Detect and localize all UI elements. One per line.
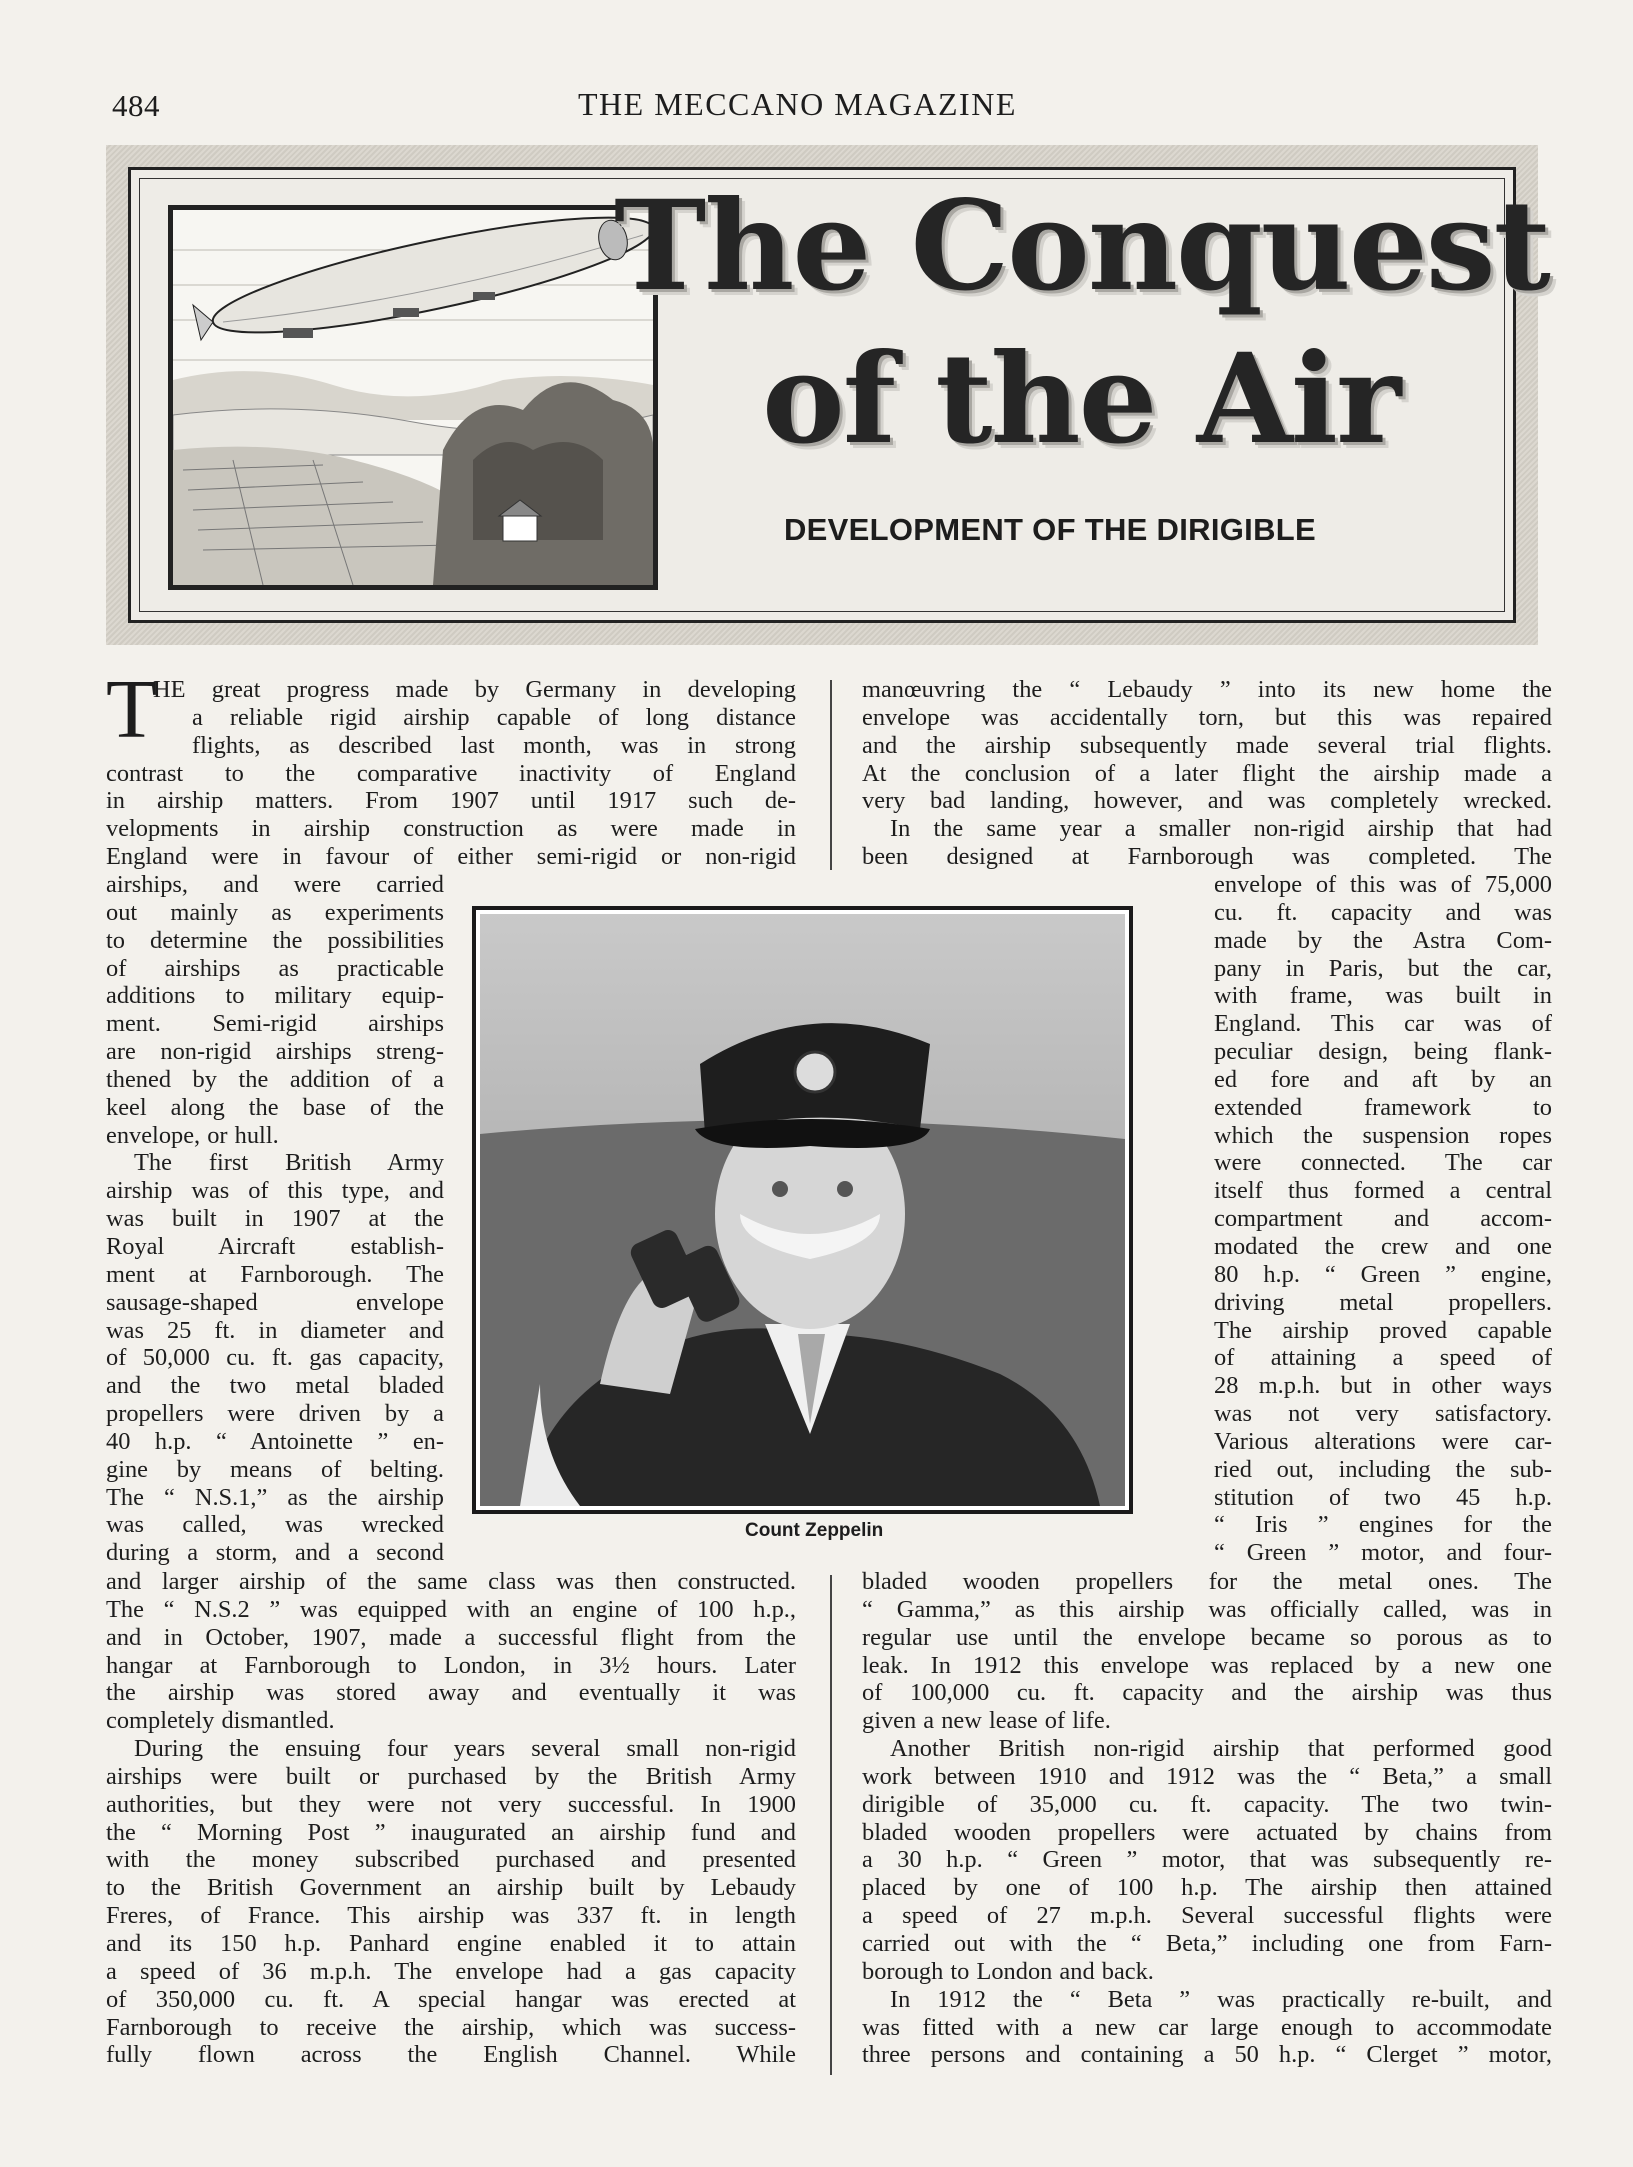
text-line: extended framework to — [1214, 1093, 1552, 1121]
text-line: a reliable rigid airship capable of long distance — [192, 703, 796, 731]
text-line: completely dismantled. — [106, 1707, 335, 1735]
text-line: bladed wooden propellers were actuated by chains from — [862, 1818, 1552, 1846]
text-line: a speed of 27 m.p.h. Several successful flights were — [862, 1902, 1552, 1930]
text-line: pany in Paris, but the car, — [1214, 954, 1552, 982]
text-line: to determine the possibilities — [106, 926, 444, 954]
text-line: hangar at Farnborough to London, in 3½ hours. Later — [106, 1651, 796, 1679]
text-line: driving metal propellers. — [1214, 1288, 1552, 1316]
text-line: were connected. The car — [1214, 1149, 1552, 1177]
text-line: work between 1910 and 1912 was the “ Beta,” a small — [862, 1762, 1552, 1790]
text-line: given a new lease of life. — [862, 1707, 1111, 1735]
text-line: which the suspension ropes — [1214, 1121, 1552, 1149]
text-line: additions to military equip- — [106, 982, 444, 1010]
text-line: in airship matters. From 1907 until 1917 such de- — [106, 787, 796, 815]
text-line: envelope of this was of 75,000 — [1214, 871, 1552, 898]
photo-caption: Count Zeppelin — [745, 1520, 884, 1541]
text-line: Various alterations were car- — [1214, 1427, 1552, 1455]
text-line: envelope was accidentally torn, but this was repaired — [862, 703, 1552, 731]
text-line: “ Gamma,” as this airship was officially called, was in — [862, 1595, 1552, 1623]
count-zeppelin-photo — [472, 906, 1133, 1514]
text-line: “ Iris ” engines for the — [1214, 1511, 1552, 1539]
text-line: very bad landing, however, and was completely wrecked. — [862, 787, 1552, 815]
text-line: of 100,000 cu. ft. capacity and the airship was thus — [862, 1679, 1552, 1707]
text-line: cu. ft. capacity and was — [1214, 898, 1552, 926]
text-line: three persons and containing a 50 h.p. “ Clerget ” motor, — [862, 2041, 1552, 2069]
text-line: placed by one of 100 h.p. The airship then attained — [862, 1874, 1552, 1902]
right-column-lower — [862, 1568, 1552, 2069]
text-line: of attaining a speed of — [1214, 1344, 1552, 1372]
text-line: compartment and accom- — [1214, 1205, 1552, 1233]
column-divider — [830, 680, 832, 870]
text-line: During the ensuing four years several small non-rigid — [134, 1735, 796, 1763]
magazine-title: THE MECCANO MAGAZINE — [578, 86, 1017, 122]
text-line: In the same year a smaller non-rigid airship that had — [890, 815, 1552, 843]
text-line: airships, and were carried — [106, 871, 444, 898]
text-line: to the British Government an airship built by Lebaudy — [106, 1874, 796, 1902]
text-line: bladed wooden propellers for the metal ones. The — [862, 1568, 1552, 1595]
text-line: a 30 h.p. “ Green ” motor, that was subsequently re- — [862, 1846, 1552, 1874]
text-line: England. This car was of — [1214, 1010, 1552, 1038]
text-line: Royal Aircraft establish- — [106, 1232, 444, 1260]
text-line: “ Green ” motor, and four- — [1214, 1539, 1552, 1567]
text-line: of 350,000 cu. ft. A special hangar was erected at — [106, 1985, 796, 2013]
text-line: thened by the addition of a — [106, 1065, 444, 1093]
right-column-intro — [862, 676, 1552, 871]
text-line: and the airship subsequently made several trial flights. — [862, 731, 1552, 759]
text-line: during a storm, and a second — [106, 1539, 444, 1567]
text-line: was not very satisfactory. — [1214, 1400, 1552, 1428]
subheadline: DEVELOPMENT OF THE DIRIGIBLE — [784, 512, 1316, 547]
left-column-intro — [106, 676, 796, 871]
text-line: sausage-shaped envelope — [106, 1288, 444, 1316]
text-line: borough to London and back. — [862, 1957, 1154, 1985]
text-line: leak. In 1912 this envelope was replaced by a new one — [862, 1651, 1552, 1679]
text-line: are non-rigid airships streng- — [106, 1038, 444, 1066]
text-line: and its 150 h.p. Panhard engine enabled it to attain — [106, 1929, 796, 1957]
text-line: dirigible of 35,000 cu. ft. capacity. The two twin- — [862, 1790, 1552, 1818]
text-line: fully flown across the English Channel. While — [106, 2041, 796, 2069]
text-line: regular use until the envelope became so porous as to — [862, 1623, 1552, 1651]
text-line: The first British Army — [134, 1149, 444, 1177]
drop-cap: T — [106, 663, 158, 756]
text-line: was built in 1907 at the — [106, 1205, 444, 1233]
airship-illustration — [168, 205, 658, 590]
left-column-lower — [106, 1568, 796, 2069]
text-line: gine by means of belting. — [106, 1455, 444, 1483]
text-line: Farnborough to receive the airship, which was success- — [106, 2013, 796, 2041]
portrait-icon — [480, 914, 1125, 1506]
text-line: was called, was wrecked — [106, 1511, 444, 1539]
right-column-narrow — [1214, 871, 1552, 1567]
text-line: peculiar design, being flank- — [1214, 1038, 1552, 1066]
text-line: ment at Farnborough. The — [106, 1260, 444, 1288]
text-line: ried out, including the sub- — [1214, 1455, 1552, 1483]
text-line: carried out with the “ Beta,” including one from Farn- — [862, 1929, 1552, 1957]
text-line: itself thus formed a central — [1214, 1177, 1552, 1205]
page-number: 484 — [112, 88, 160, 123]
text-line: a speed of 36 m.p.h. The envelope had a gas capacity — [106, 1957, 796, 1985]
headline-line-2: of the Air — [762, 327, 1400, 472]
text-line: envelope, or hull. — [106, 1121, 279, 1149]
text-line: HE great progress made by Germany in developing — [153, 676, 796, 703]
text-line: contrast to the comparative inactivity of England — [106, 759, 796, 787]
left-column-narrow — [106, 871, 444, 1567]
text-line: and in October, 1907, made a successful flight from the — [106, 1623, 796, 1651]
text-line: the “ Morning Post ” inaugurated an airship fund and — [106, 1818, 796, 1846]
text-line: ment. Semi-rigid airships — [106, 1010, 444, 1038]
text-line: keel along the base of the — [106, 1093, 444, 1121]
column-divider — [830, 1575, 832, 2075]
text-line: modated the crew and one — [1214, 1232, 1552, 1260]
text-line: Another British non-rigid airship that performed good — [890, 1735, 1552, 1763]
text-line: of 50,000 cu. ft. gas capacity, — [106, 1344, 444, 1372]
text-line: stitution of two 45 h.p. — [1214, 1483, 1552, 1511]
text-line: was fitted with a new car large enough to accommodate — [862, 2013, 1552, 2041]
text-line: 40 h.p. “ Antoinette ” en- — [106, 1427, 444, 1455]
text-line: and larger airship of the same class was then constructed. — [106, 1568, 796, 1595]
text-line: In 1912 the “ Beta ” was practically re-built, and — [890, 1985, 1552, 2013]
text-line: At the conclusion of a later flight the airship made a — [862, 759, 1552, 787]
text-line: England were in favour of either semi-rigid or non-rigid — [106, 843, 796, 871]
text-line: airships were built or purchased by the British Army — [106, 1762, 796, 1790]
text-line: 28 m.p.h. but in other ways — [1214, 1372, 1552, 1400]
text-line: of airships as practicable — [106, 954, 444, 982]
text-line: velopments in airship construction as were made in — [106, 815, 796, 843]
text-line: airship was of this type, and — [106, 1177, 444, 1205]
text-line: with frame, was built in — [1214, 982, 1552, 1010]
text-line: Freres, of France. This airship was 337 ft. in length — [106, 1902, 796, 1930]
text-line: The “ N.S.2 ” was equipped with an engine of 100 h.p., — [106, 1595, 796, 1623]
airship-over-coast-icon — [173, 210, 653, 585]
text-line: The “ N.S.1,” as the airship — [106, 1483, 444, 1511]
text-line: been designed at Farnborough was completed. The — [862, 843, 1552, 871]
text-line: out mainly as experiments — [106, 898, 444, 926]
text-line: authorities, but they were not very successful. In 1900 — [106, 1790, 796, 1818]
text-line: manœuvring the “ Lebaudy ” into its new home the — [862, 676, 1552, 703]
text-line: was 25 ft. in diameter and — [106, 1316, 444, 1344]
text-line: made by the Astra Com- — [1214, 926, 1552, 954]
text-line: 80 h.p. “ Green ” engine, — [1214, 1260, 1552, 1288]
text-line: the airship was stored away and eventually it was — [106, 1679, 796, 1707]
text-line: and the two metal bladed — [106, 1372, 444, 1400]
text-line: with the money subscribed purchased and presented — [106, 1846, 796, 1874]
text-line: The airship proved capable — [1214, 1316, 1552, 1344]
text-line: propellers were driven by a — [106, 1400, 444, 1428]
text-line: ed fore and aft by an — [1214, 1065, 1552, 1093]
text-line: flights, as described last month, was in strong — [192, 731, 796, 759]
headline-line-1: The Conquest — [614, 174, 1549, 319]
